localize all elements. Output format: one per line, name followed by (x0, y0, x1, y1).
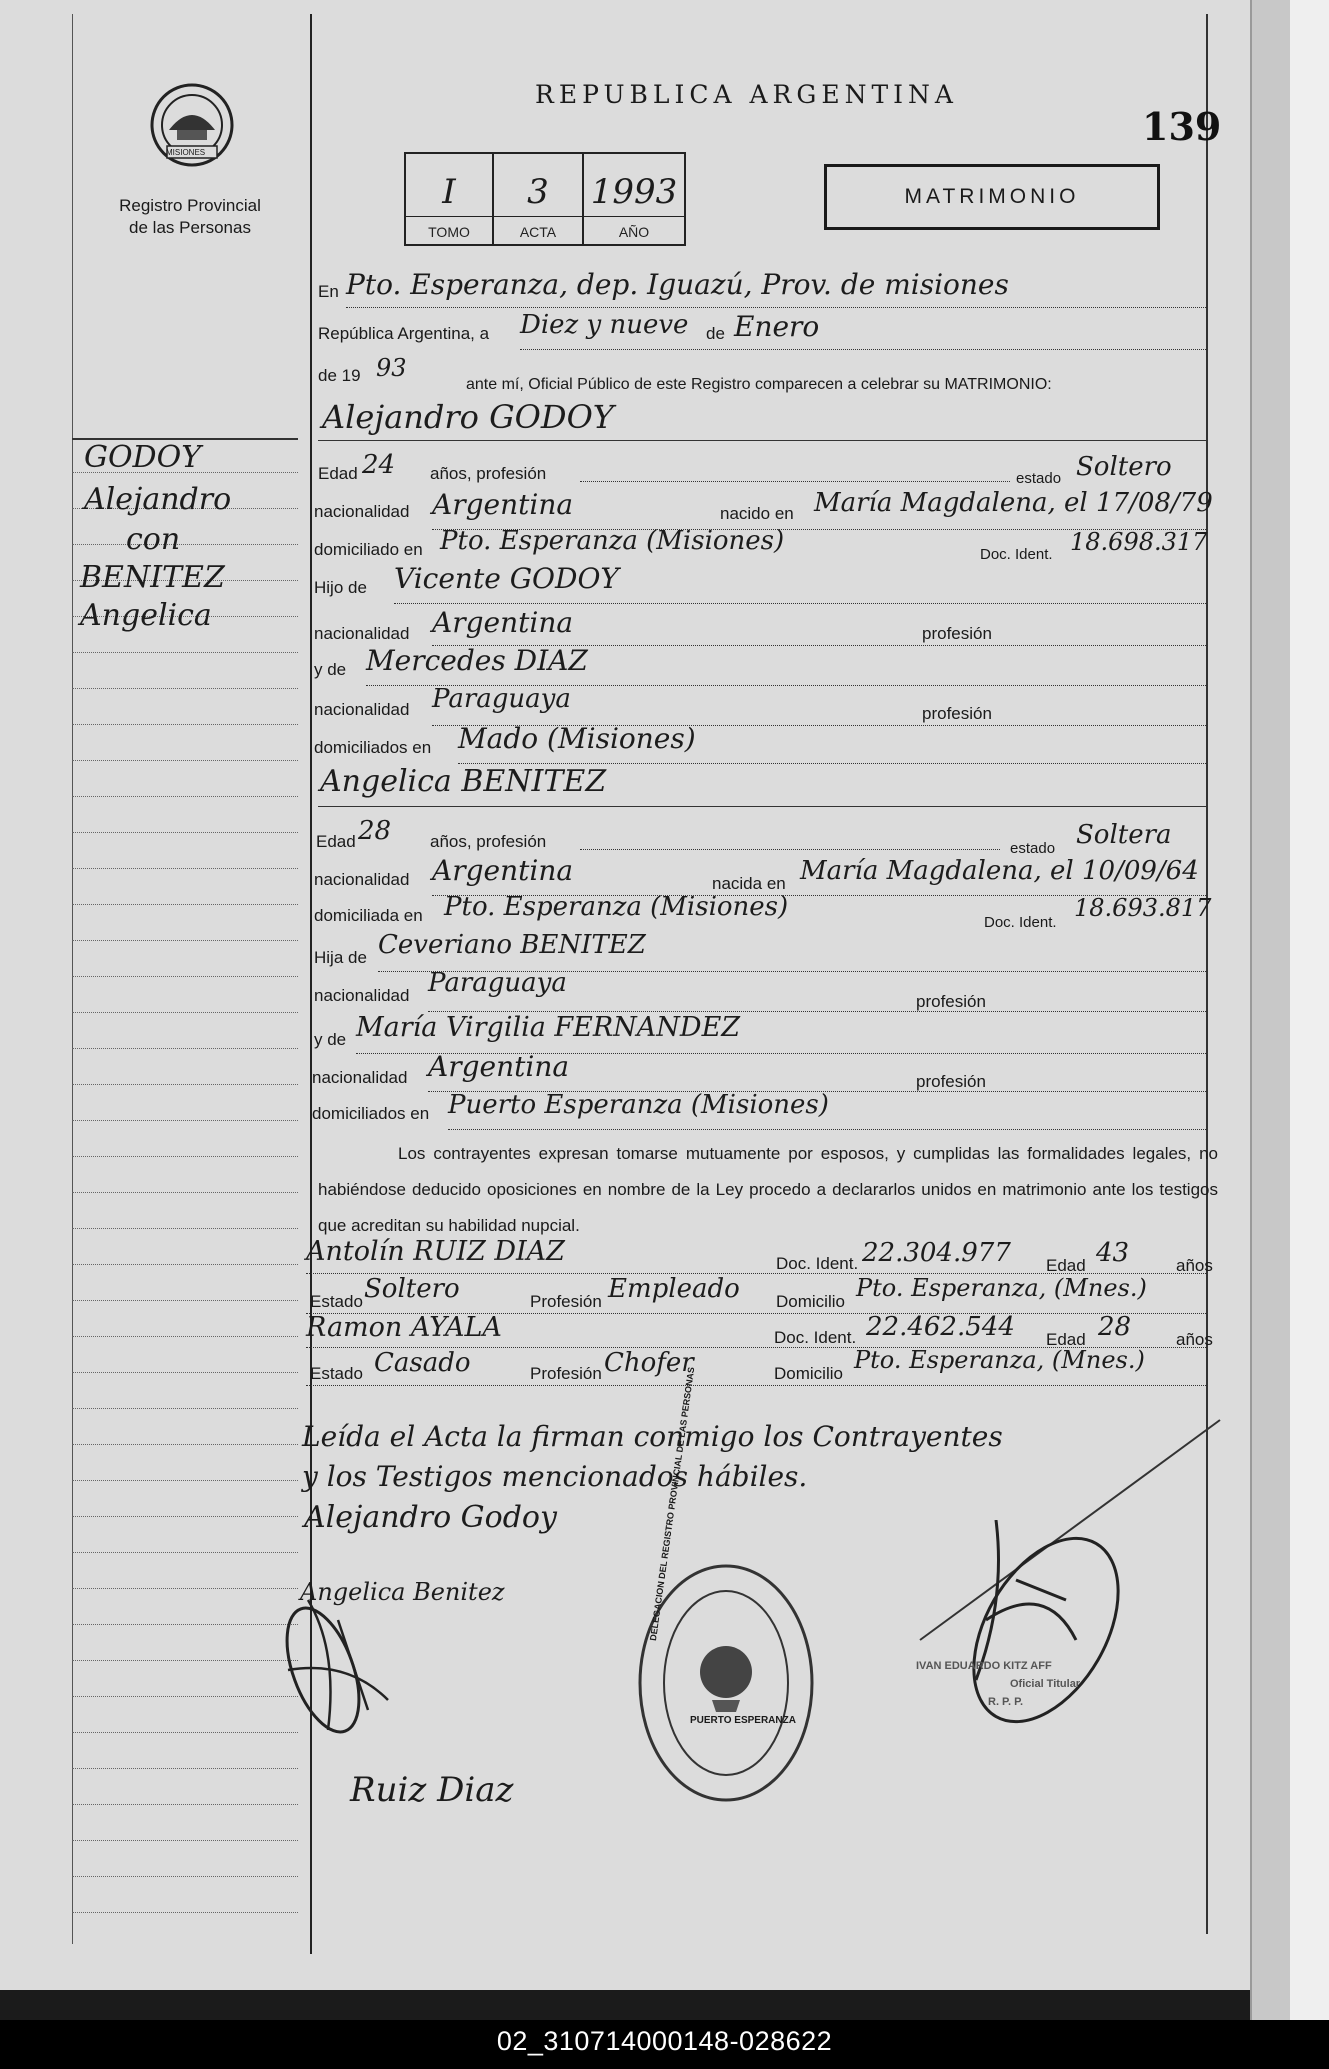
margin-ruled-line (72, 1084, 298, 1086)
groom-parents-dom: Mado (Misiones) (458, 722, 696, 755)
groom-estado: Soltero (1076, 452, 1172, 482)
bride-anos-profesion: años, profesión (430, 832, 547, 851)
page-number: 139 (1142, 104, 1222, 149)
margin-ruled-line (72, 904, 298, 906)
witness2-dom-label: Domicilio (774, 1364, 843, 1383)
margin-ruled-line (72, 1516, 298, 1518)
margin-ruled-line (72, 1300, 298, 1302)
month: Enero (734, 310, 820, 343)
margin-ruled-line (72, 940, 298, 942)
groom-nacido-label: nacido en (720, 504, 794, 523)
declaration: Los contrayentes expresan tomarse mutuamente por esposos, y cumplidas las formalidades legales, no habiéndose deducido oposiciones en nombre de la Ley procedo a declararlos unidos en matrimonio ante los testigos que acreditan su habilidad nupcial. (318, 1144, 1218, 1235)
bride-doc-label: Doc. Ident. (984, 914, 1057, 931)
witness1-prof: Empleado (608, 1274, 740, 1304)
bride-dom: Pto. Esperanza (Misiones) (444, 892, 789, 922)
hijo-label: Hijo de (314, 578, 367, 597)
margin-ruled-line (72, 688, 298, 690)
officer-stamp-line3: R. P. P. (988, 1696, 1024, 1708)
left-rule (72, 14, 73, 1944)
witness2-age: 28 (1098, 1312, 1132, 1342)
bride-dom-label: domiciliada en (314, 906, 423, 925)
witness2-estado: Casado (374, 1348, 471, 1378)
margin-ruled-line (72, 1408, 298, 1410)
margin-ruled-line (72, 1876, 298, 1878)
witness1-edad-label: Edad (1046, 1256, 1086, 1275)
witness1-prof-label: Profesión (530, 1292, 602, 1311)
seal-label: MISIONES (166, 148, 206, 157)
signature-scribble-icon (268, 1530, 408, 1760)
bride-estado: Soltera (1076, 820, 1172, 850)
witness1-anos-label: años (1176, 1256, 1213, 1275)
bride-father-nac: Paraguaya (428, 968, 567, 998)
hija-label: Hija de (314, 948, 367, 967)
witness2-doc-label: Doc. Ident. (774, 1328, 857, 1347)
tomo-value: I (442, 172, 456, 212)
groom-name: Alejandro GODOY (322, 398, 614, 436)
margin-ruled-line (72, 544, 298, 546)
ano-cell (584, 154, 684, 244)
bride-estado-label: estado (1010, 840, 1056, 857)
margin-ruled-line (72, 1588, 298, 1590)
bride-father-nac-label: nacionalidad (314, 986, 410, 1005)
witness1-dom: Pto. Esperanza, (Mnes.) (856, 1274, 1147, 1302)
tomo-cell (406, 154, 494, 244)
bride-name: Angelica BENITEZ (320, 764, 607, 799)
margin-ruled-line (72, 1372, 298, 1374)
acta-label: ACTA (519, 224, 557, 240)
groom-father-nac: Argentina (432, 606, 574, 639)
groom-mother-nac-label: nacionalidad (314, 700, 410, 719)
bride-mother-prof-label: profesión (916, 1072, 986, 1091)
margin-line-4: BENITEZ (80, 560, 225, 595)
acta-value: 3 (527, 172, 549, 212)
margin-ruled-line (72, 1156, 298, 1158)
record-box (404, 152, 686, 246)
closing-line-1: Leída el Acta la firman conmigo los Contrayentes (302, 1420, 1003, 1453)
margin-ruled-line (72, 1552, 298, 1554)
witness2-estado-label: Estado (310, 1364, 363, 1383)
margin-ruled-line (72, 1192, 298, 1194)
bride-mother: María Virgilia FERNANDEZ (356, 1012, 741, 1043)
closing-line-2: y los Testigos mencionados hábiles. (302, 1460, 808, 1493)
stamp-inner-text: PUERTO ESPERANZA (690, 1715, 796, 1726)
footer-id: 02_310714000148-028622 (496, 2026, 833, 2056)
margin-ruled-line (72, 1912, 298, 1914)
margin-ruled-line (72, 724, 298, 726)
day: Diez y nueve (520, 310, 689, 340)
bride-mother-nac-label: nacionalidad (312, 1068, 408, 1087)
witness2-prof-label: Profesión (530, 1364, 602, 1383)
margin-ruled-line (72, 1696, 298, 1698)
place: Pto. Esperanza, dep. Iguazú, Prov. de misiones (346, 268, 1009, 301)
bride-doc: 18.693.817 (1074, 894, 1212, 922)
bride-yde-label: y de (314, 1030, 347, 1049)
margin-line-5: Angelica (80, 598, 212, 633)
groom-mother: Mercedes DIAZ (366, 644, 588, 677)
witness2-doc: 22.462.544 (866, 1312, 1015, 1342)
witness1-estado-label: Estado (310, 1292, 363, 1311)
margin-ruled-line (72, 832, 298, 834)
groom-yde-label: y de (314, 660, 347, 679)
republica-label: República Argentina, a (318, 324, 490, 343)
margin-line-3: con (126, 522, 181, 557)
record-type: MATRIMONIO (824, 164, 1160, 230)
groom-anos-profesion: años, profesión (430, 464, 547, 483)
bride-nac: Argentina (432, 854, 574, 887)
ano-value: 1993 (590, 172, 678, 212)
en-label: En (318, 282, 339, 301)
margin-ruled-line (72, 1228, 298, 1230)
year-prefix: de 19 (318, 366, 361, 385)
groom-age: 24 (362, 450, 396, 480)
groom-dom: Pto. Esperanza (Misiones) (440, 526, 785, 556)
bride-mother-nac: Argentina (428, 1050, 570, 1083)
stamp-ring-text: DELEGACION DEL REGISTRO PROVINCIAL DE LAS PERSONAS (648, 1366, 697, 1642)
margin-ruled-line (72, 1768, 298, 1770)
margin-ruled-line (72, 1480, 298, 1482)
witness1-doc-label: Doc. Ident. (776, 1254, 859, 1273)
margin-ruled-line (72, 1624, 298, 1626)
page-edge-light (1290, 0, 1329, 2020)
appear-text: ante mí, Oficial Público de este Registro comparecen a celebrar su MATRIMONIO: (466, 376, 1052, 393)
groom-dom-label: domiciliado en (314, 540, 423, 559)
officer-stamp-line1: IVAN EDUARDO KITZ AFF (916, 1660, 1052, 1672)
margin-ruled-line (72, 796, 298, 798)
witness2-anos-label: años (1176, 1330, 1213, 1349)
margin-ruled-line (72, 1660, 298, 1662)
bride-age: 28 (358, 816, 392, 846)
year-suffix: 93 (376, 354, 407, 382)
witness1-dom-label: Domicilio (776, 1292, 845, 1311)
witness2-name: Ramon AYALA (306, 1312, 502, 1343)
groom-nac: Argentina (432, 488, 574, 521)
tomo-label: TOMO (428, 224, 470, 240)
witness1-doc: 22.304.977 (862, 1238, 1011, 1268)
groom-father-prof-label: profesión (922, 624, 992, 643)
signature-witness: Ruiz Diaz (350, 1770, 514, 1810)
groom-father: Vicente GODOY (394, 562, 619, 595)
registry-line2: de las Personas (129, 218, 251, 237)
margin-ruled-line (72, 1264, 298, 1266)
scan-shadow (0, 1990, 210, 2020)
margin-ruled-line (72, 1840, 298, 1842)
witness2-edad-label: Edad (1046, 1330, 1086, 1349)
witness2-dom: Pto. Esperanza, (Mnes.) (854, 1346, 1145, 1374)
witness1-age: 43 (1096, 1238, 1130, 1268)
margin-line-1: GODOY (84, 440, 202, 475)
margin-ruled-line (72, 652, 298, 654)
margin-ruled-line (72, 868, 298, 870)
signature-bride: Angelica Benitez (300, 1578, 505, 1606)
groom-mother-nac: Paraguaya (432, 684, 571, 714)
margin-ruled-line (72, 760, 298, 762)
groom-nacido: María Magdalena, el 17/08/79 (814, 488, 1213, 518)
margin-ruled-line (72, 1732, 298, 1734)
bride-father-prof-label: profesión (916, 992, 986, 1011)
groom-mother-prof-label: profesión (922, 704, 992, 723)
officer-stamp-line2: Oficial Titular (1010, 1678, 1081, 1690)
bride-parents-dom-label: domiciliados en (312, 1104, 430, 1123)
registry-name (95, 195, 285, 239)
groom-doc: 18.698.317 (1070, 528, 1208, 556)
margin-ruled-line (72, 1444, 298, 1446)
acta-cell (494, 154, 584, 244)
bride-edad-label: Edad (316, 832, 356, 851)
witness1-estado: Soltero (364, 1274, 460, 1304)
margin-ruled-line (72, 1048, 298, 1050)
margin-ruled-line (72, 976, 298, 978)
margin-ruled-line (72, 1804, 298, 1806)
margin-ruled-line (72, 1012, 298, 1014)
registry-line1: Registro Provincial (119, 196, 261, 215)
bride-father: Ceveriano BENITEZ (378, 930, 646, 960)
witness1-name: Antolín RUIZ DIAZ (306, 1236, 565, 1267)
margin-ruled-line (72, 1336, 298, 1338)
de-label: de (706, 324, 725, 343)
groom-parents-dom-label: domiciliados en (314, 738, 432, 757)
groom-doc-label: Doc. Ident. (980, 546, 1053, 563)
margin-line-2: Alejandro (84, 482, 232, 517)
bride-nacido-label: nacida en (712, 874, 786, 893)
bride-nac-label: nacionalidad (314, 870, 410, 889)
groom-estado-label: estado (1016, 470, 1062, 487)
witness2-prof: Chofer (604, 1348, 694, 1378)
groom-nac-label: nacionalidad (314, 502, 410, 521)
bride-parents-dom: Puerto Esperanza (Misiones) (448, 1090, 829, 1120)
bride-nacido: María Magdalena, el 10/09/64 (800, 856, 1199, 886)
margin-ruled-line (72, 1120, 298, 1122)
groom-edad-label: Edad (318, 464, 358, 483)
signature-groom: Alejandro Godoy (304, 1500, 557, 1535)
country-title: REPUBLICA ARGENTINA (535, 80, 958, 109)
ano-label: AÑO (618, 224, 650, 240)
groom-father-nac-label: nacionalidad (314, 624, 410, 643)
